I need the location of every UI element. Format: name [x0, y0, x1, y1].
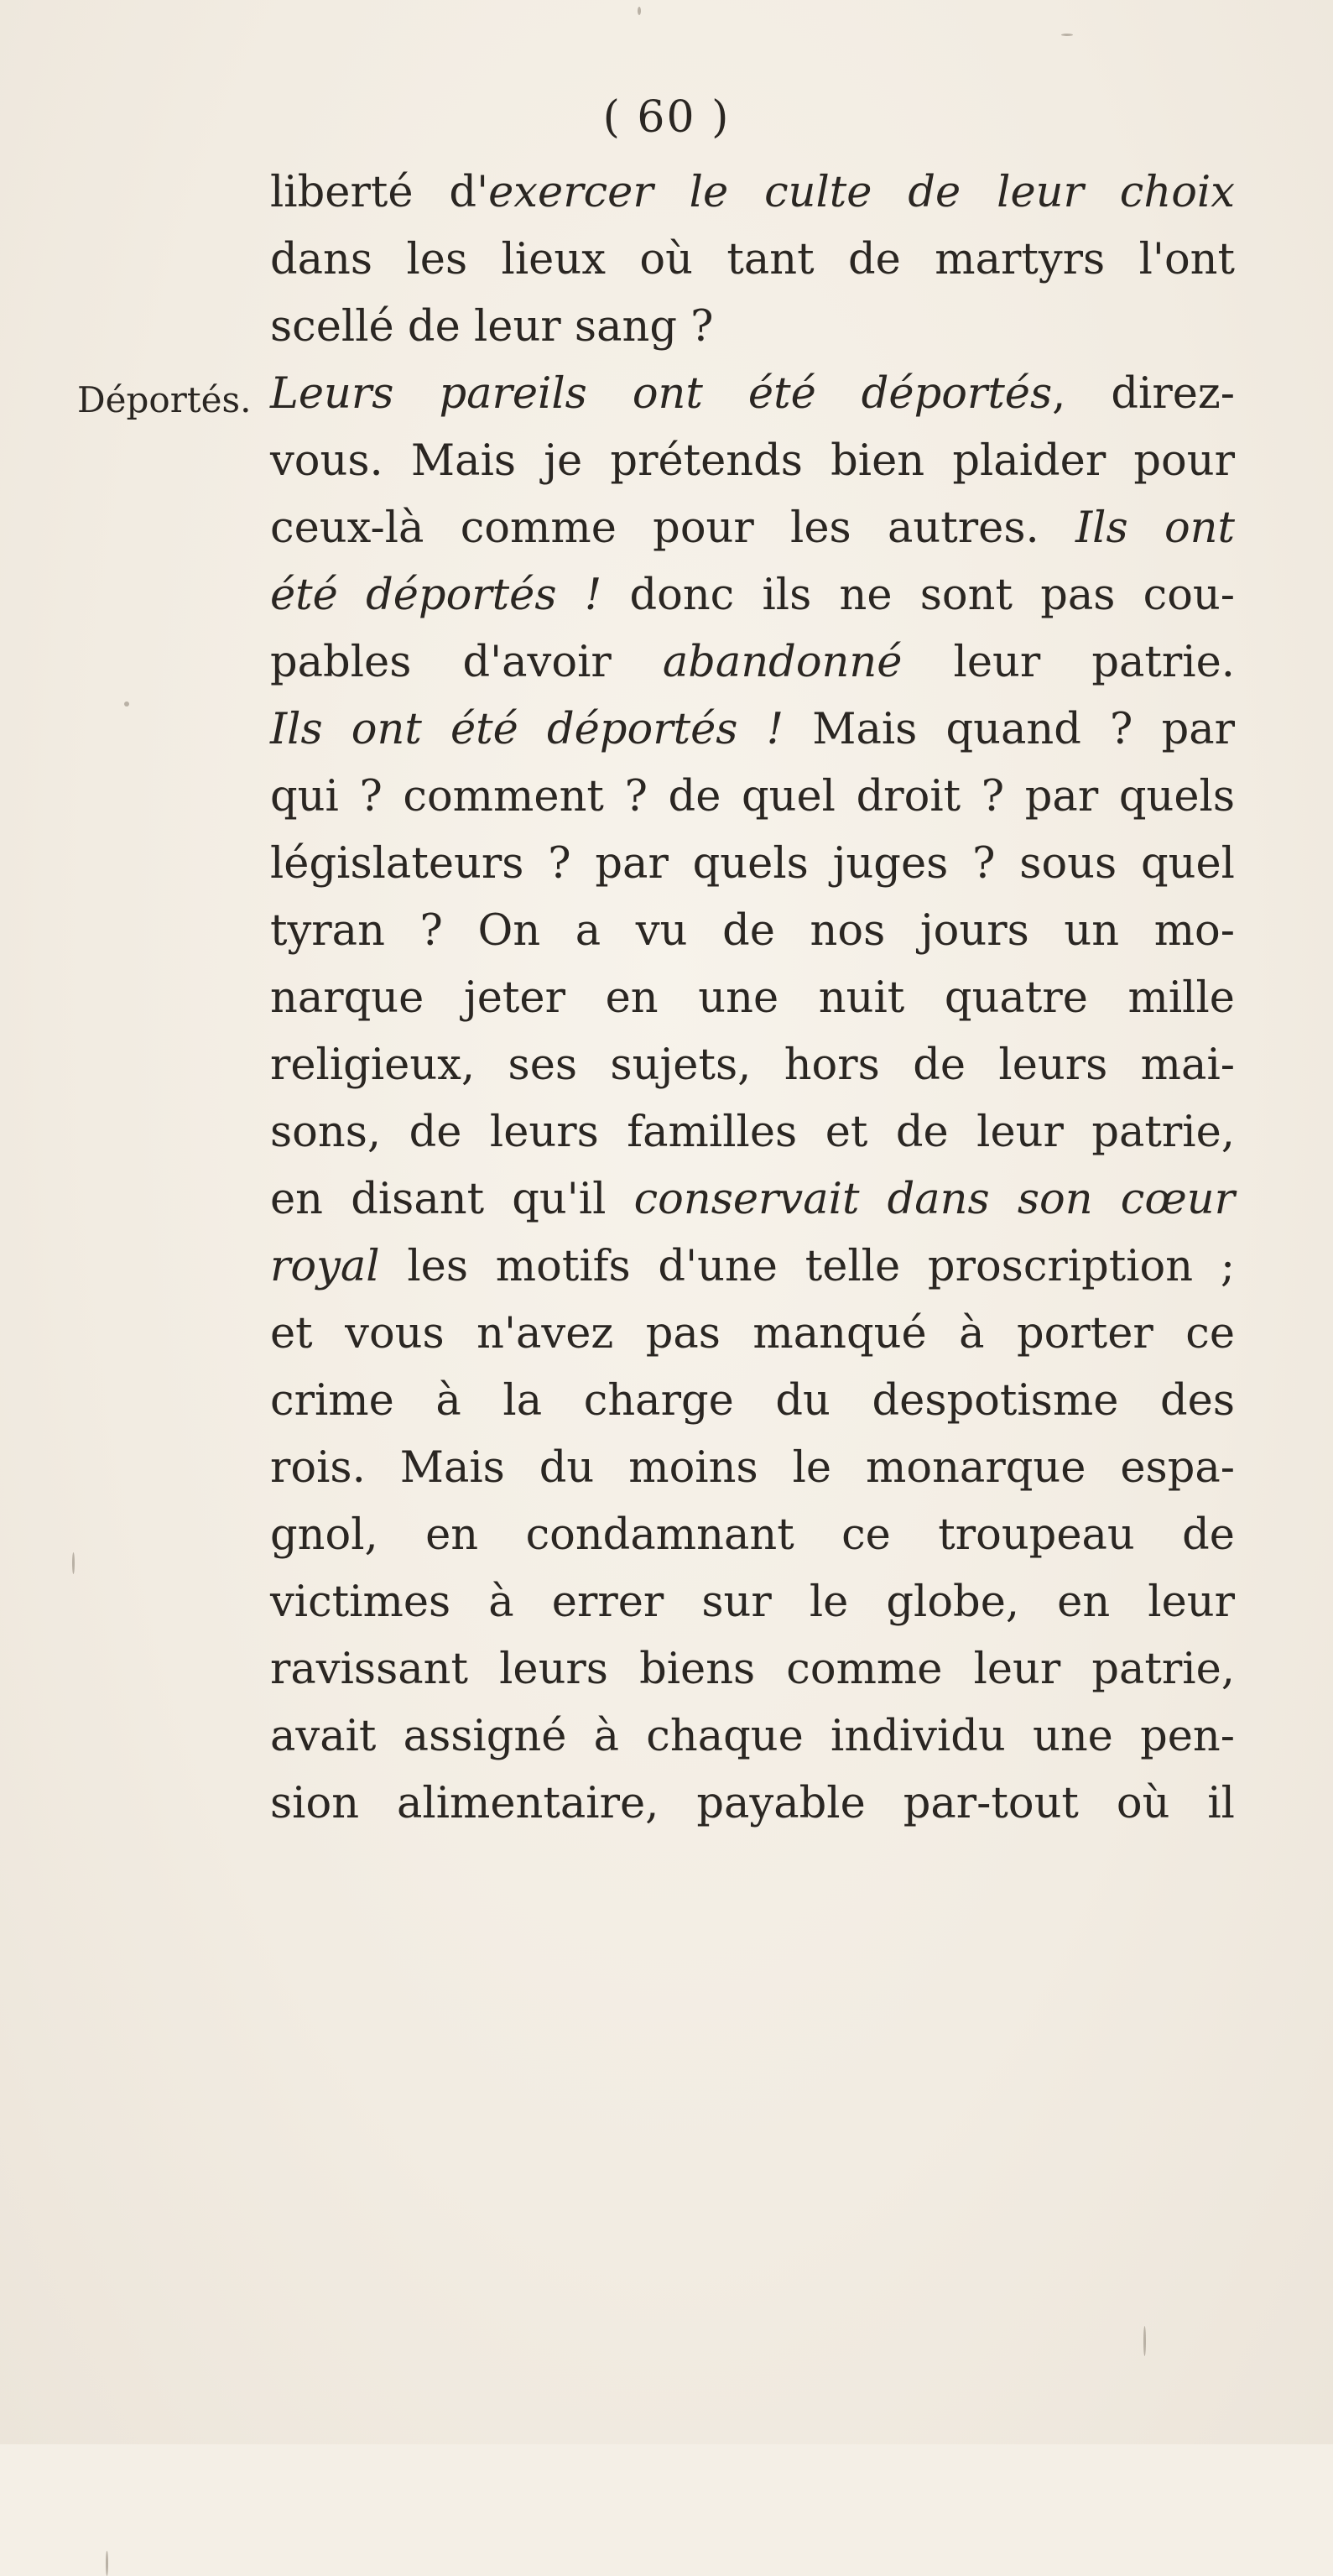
text-line [270, 428, 1235, 495]
text-segment: dans les lieux où tant de martyrs l'ont [270, 235, 1235, 284]
text-line [270, 1032, 1235, 1099]
italic-segment: abandonné [662, 638, 903, 687]
text-line [270, 1301, 1235, 1368]
text-segment: sons, de leurs familles et de leur patrie, [270, 1108, 1235, 1157]
text-segment: liberté d' [270, 168, 489, 217]
text-line [270, 562, 1235, 629]
text-segment: gnol, en condamnant ce troupeau de [270, 1510, 1235, 1560]
italic-segment: Ils ont [1075, 503, 1235, 553]
text-line [270, 764, 1235, 831]
text-line [270, 159, 1235, 227]
text-segment: leur patrie. [902, 638, 1235, 687]
text-line [270, 1166, 1235, 1233]
text-segment: avait assigné à chaque individu une pen- [270, 1712, 1235, 1761]
text-segment: donc ils ne sont pas cou- [601, 571, 1236, 620]
paper-speck [1061, 34, 1073, 36]
text-line [270, 1233, 1235, 1301]
text-segment: scellé de leur sang ? [270, 302, 714, 352]
text-segment: victimes à errer sur le globe, en leur [270, 1577, 1235, 1627]
text-line [270, 1099, 1235, 1166]
text-line [270, 361, 1235, 428]
text-line [270, 1569, 1235, 1636]
paper-speck [106, 2551, 108, 2576]
text-line [270, 294, 1235, 361]
text-line [270, 1435, 1235, 1502]
text-line [270, 1368, 1235, 1435]
text-segment: qui ? comment ? de quel droit ? par quels [270, 772, 1235, 821]
italic-segment: été déportés ! [270, 571, 602, 620]
text-segment: , direz- [1052, 369, 1236, 419]
italic-segment: exercer le culte de leur choix [488, 168, 1235, 217]
text-line [270, 1502, 1235, 1569]
italic-segment: royal [270, 1242, 380, 1291]
text-segment: Mais quand ? par [784, 705, 1235, 754]
text-segment: rois. Mais du moins le monarque espa- [270, 1443, 1235, 1493]
text-line [270, 965, 1235, 1032]
paper-speck [1143, 2326, 1146, 2356]
text-segment: pables d'avoir [270, 638, 663, 687]
text-line [270, 696, 1235, 764]
paper-speck [638, 7, 641, 15]
text-segment: les motifs d'une telle proscription ; [379, 1242, 1235, 1291]
text-segment: tyran ? On a vu de nos jours un mo- [270, 906, 1235, 956]
text-segment: ceux-là comme pour les autres. [270, 503, 1076, 553]
italic-segment: conservait dans son cœur [633, 1175, 1235, 1224]
text-line [270, 629, 1235, 696]
page-number: ( 60 ) [602, 92, 731, 143]
body-text [270, 159, 1235, 1838]
text-segment: narque jeter en une nuit quatre mille [270, 973, 1235, 1023]
text-segment: sion alimentaire, payable par-tout où il [270, 1779, 1235, 1828]
paper-speck [124, 701, 129, 707]
text-line [270, 495, 1235, 562]
paper-speck [72, 1552, 75, 1574]
text-segment: législateurs ? par quels juges ? sous quel [270, 839, 1235, 889]
text-segment: religieux, ses sujets, hors de leurs mai- [270, 1040, 1235, 1090]
text-segment: ravissant leurs biens comme leur patrie, [270, 1645, 1235, 1694]
text-segment: en disant qu'il [270, 1175, 634, 1224]
text-segment: crime à la charge du despotisme des [270, 1376, 1235, 1426]
text-line [270, 227, 1235, 294]
text-line [270, 831, 1235, 898]
italic-segment: Leurs pareils ont été déportés [270, 369, 1053, 419]
text-segment: vous. Mais je prétends bien plaider pour [270, 436, 1235, 486]
text-line [270, 1770, 1235, 1838]
margin-note: Déportés. [77, 379, 252, 420]
text-line [270, 898, 1235, 965]
text-line [270, 1703, 1235, 1770]
text-line [270, 1636, 1235, 1703]
text-segment: et vous n'avez pas manqué à porter ce [270, 1309, 1235, 1358]
italic-segment: Ils ont été déportés ! [270, 705, 784, 754]
